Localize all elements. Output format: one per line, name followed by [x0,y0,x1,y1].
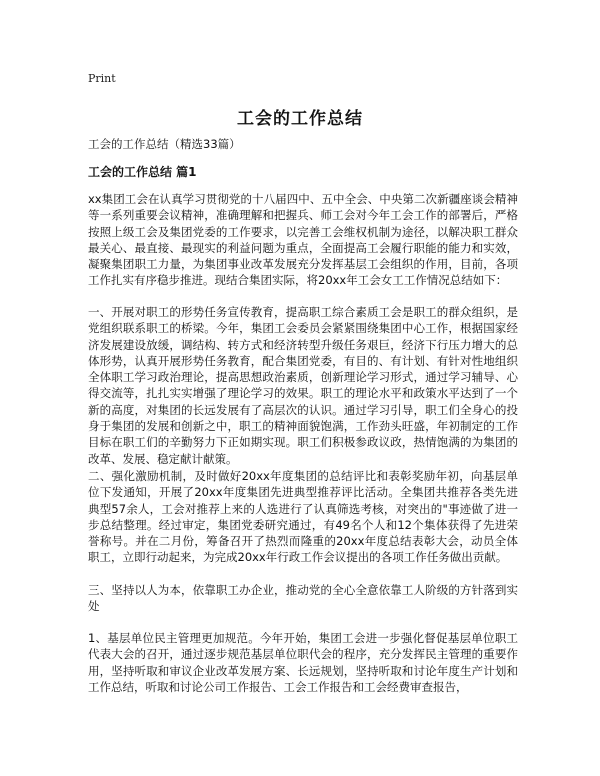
section-heading: 工会的工作总结 篇1 [88,165,197,179]
paragraph-intro: xx集团工会在认真学习贯彻党的十八届四中、五中全会、中央第二次新疆座谈会精神等一系列重要会议精神，准确理解和把握兵、师工会对今年工会工作的部署后，严格按照上级工会及集团党委的工作要求，以完善工会维权机制为途径，以解决职工群众最关心、最直接、最现实的利益问题为重点，全面提高工会履行职能的能力和实效，凝聚集团职工力量，为集团事业改革发展充分发挥基层工会组织的作用，目前，各项工作扎实有序稳步推进。现结合集团实际，将20xx年工会女工工作情况总结如下： [88,192,518,288]
print-link[interactable]: Print [88,72,116,85]
paragraph-section-3-heading: 三、坚持以人为本，依靠职工办企业，推动党的全心全意依靠工人阶级的方针落到实处 [88,583,518,614]
paragraph-section-2: 二、强化激励机制，及时做好20xx年度集团的总结评比和表彰奖励年初，向基层单位下发通知，开展了20xx年度集团先进典型推荐评比活动。全集团共推荐各类先进典型57余人，工会对推荐上来的人选进行了认真筛选考核，对突出的"事迹做了进一步总结整理。经过审定，集团党委研究通过，有49名个人和12个集体获得了先进荣誉称号。并在二月份，筹备召开了热烈而隆重的20xx年度总结表彰大会，动员全体职工，立即行动起来，为完成20xx年行政工作会议提出的各项工作任务做出贡献。 [88,469,518,565]
document-title: 工会的工作总结 [237,109,363,129]
document-subtitle: 工会的工作总结（精选33篇） [88,137,241,151]
paragraph-section-1: 一、开展对职工的形势任务宣传教育，提高职工综合素质工会是职工的群众组织，是党组织联系职工的桥梁。今年，集团工会委员会紧紧围绕集团中心工作，根据国家经济发展建设放缓，调结构、转方式和经济转型升级任务艰巨，经济下行压力增大的总体形势，认真开展形势任务教育，配合集团党委，有目的、有计划、有针对性地组织全体职工学习政治理论，提高思想政治素质，创新理论学习形式，通过学习辅导、心得交流等，扎扎实实增强了理论学习的效果。职工的理论水平和政策水平达到了一个新的高度，对集团的长远发展有了高层次的认识。通过学习引导，职工们全身心的投身于集团的发展和创新之中，职工的精神面貌饱满，工作劲头旺盛，年初制定的工作目标在职工们的辛勤努力下正如期实现。职工们积极参政议政，热情饱满的为集团的改革、发展、稳定献计献策。 [88,305,518,466]
paragraph-section-3-item-1: 1、基层单位民主管理更加规范。今年开始，集团工会进一步强化督促基层单位职工代表大会的召开，通过逐步规范基层单位职代会的程序，充分发挥民主管理的重要作用，坚持听取和审议企业改革发展方案、长远规划，坚持听取和讨论年度生产计划和工作总结，听取和讨论公司工作报告、工会工作报告和工会经费审查报告， [88,631,518,694]
